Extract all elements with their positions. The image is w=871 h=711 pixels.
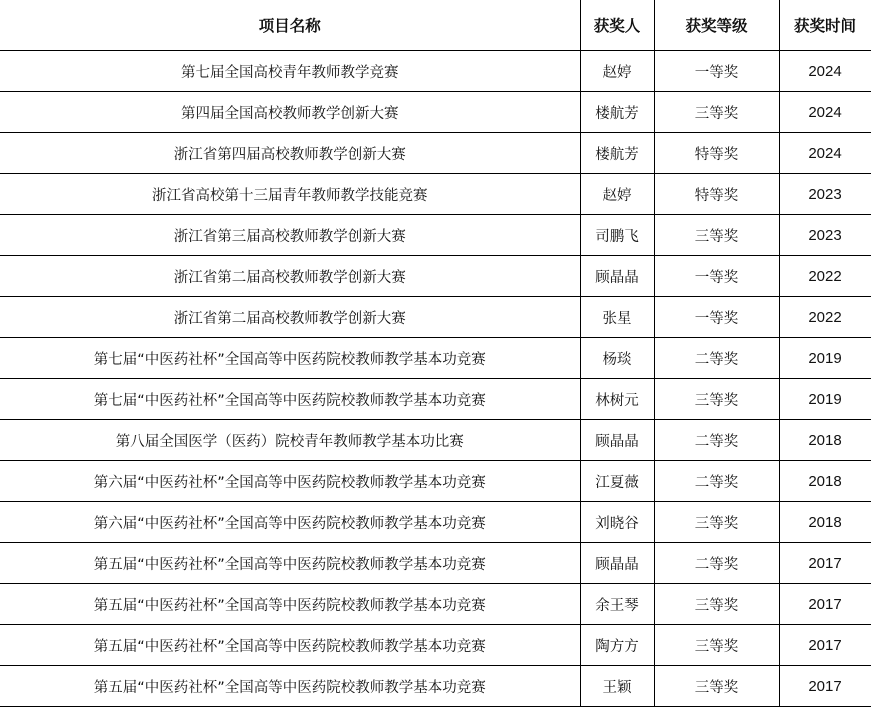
project-name-cell: 浙江省第二届高校教师教学创新大赛 xyxy=(0,256,580,297)
winner-cell: 顾晶晶 xyxy=(580,543,654,584)
table-row xyxy=(0,297,871,338)
project-name-cell: 浙江省第二届高校教师教学创新大赛 xyxy=(0,297,580,338)
award-year-cell: 2017 xyxy=(779,543,871,584)
project-name-cell: 第五届“中医药社杯”全国高等中医药院校教师教学基本功竞赛 xyxy=(0,625,580,666)
award-level-cell: 三等奖 xyxy=(654,92,779,133)
table-row xyxy=(0,338,871,379)
award-year-cell: 2023 xyxy=(779,174,871,215)
award-level-cell: 特等奖 xyxy=(654,174,779,215)
award-level-cell: 二等奖 xyxy=(654,461,779,502)
winner-cell: 林树元 xyxy=(580,379,654,420)
table-row xyxy=(0,256,871,297)
table-row xyxy=(0,379,871,420)
award-level-cell: 三等奖 xyxy=(654,625,779,666)
award-level-cell: 一等奖 xyxy=(654,51,779,92)
award-year-cell: 2024 xyxy=(779,51,871,92)
project-name-cell: 第四届全国高校教师教学创新大赛 xyxy=(0,92,580,133)
table-row xyxy=(0,543,871,584)
award-level-cell: 三等奖 xyxy=(654,666,779,707)
winner-cell: 江夏薇 xyxy=(580,461,654,502)
table-row xyxy=(0,502,871,543)
project-name-cell: 第七届“中医药社杯”全国高等中医药院校教师教学基本功竞赛 xyxy=(0,379,580,420)
award-level-cell: 一等奖 xyxy=(654,297,779,338)
project-name-cell: 第六届“中医药社杯”全国高等中医药院校教师教学基本功竞赛 xyxy=(0,461,580,502)
award-level-cell: 三等奖 xyxy=(654,379,779,420)
award-year-cell: 2024 xyxy=(779,133,871,174)
project-name-cell: 第六届“中医药社杯”全国高等中医药院校教师教学基本功竞赛 xyxy=(0,502,580,543)
project-name-cell: 第七届“中医药社杯”全国高等中医药院校教师教学基本功竞赛 xyxy=(0,338,580,379)
winner-cell: 赵婷 xyxy=(580,51,654,92)
winner-cell: 司鹏飞 xyxy=(580,215,654,256)
winner-cell: 顾晶晶 xyxy=(580,420,654,461)
project-name-cell: 浙江省第三届高校教师教学创新大赛 xyxy=(0,215,580,256)
award-level-cell: 二等奖 xyxy=(654,420,779,461)
winner-cell: 王颖 xyxy=(580,666,654,707)
award-year-cell: 2018 xyxy=(779,420,871,461)
award-year-cell: 2024 xyxy=(779,92,871,133)
project-name-cell: 第五届“中医药社杯”全国高等中医药院校教师教学基本功竞赛 xyxy=(0,584,580,625)
award-year-cell: 2019 xyxy=(779,379,871,420)
award-year-cell: 2017 xyxy=(779,584,871,625)
column-header-year: 获奖时间 xyxy=(779,0,871,51)
award-year-cell: 2022 xyxy=(779,256,871,297)
winner-cell: 楼航芳 xyxy=(580,133,654,174)
winner-cell: 余王琴 xyxy=(580,584,654,625)
table-row xyxy=(0,625,871,666)
column-header-winner: 获奖人 xyxy=(580,0,654,51)
project-name-cell: 第五届“中医药社杯”全国高等中医药院校教师教学基本功竞赛 xyxy=(0,666,580,707)
project-name-cell: 浙江省第四届高校教师教学创新大赛 xyxy=(0,133,580,174)
award-level-cell: 一等奖 xyxy=(654,256,779,297)
award-level-cell: 特等奖 xyxy=(654,133,779,174)
award-level-cell: 三等奖 xyxy=(654,502,779,543)
table-row xyxy=(0,666,871,707)
award-level-cell: 二等奖 xyxy=(654,338,779,379)
table-row xyxy=(0,174,871,215)
award-year-cell: 2018 xyxy=(779,502,871,543)
award-year-cell: 2023 xyxy=(779,215,871,256)
award-year-cell: 2022 xyxy=(779,297,871,338)
award-level-cell: 三等奖 xyxy=(654,215,779,256)
table-row xyxy=(0,215,871,256)
winner-cell: 张星 xyxy=(580,297,654,338)
table-row xyxy=(0,584,871,625)
project-name-cell: 浙江省高校第十三届青年教师教学技能竞赛 xyxy=(0,174,580,215)
award-year-cell: 2018 xyxy=(779,461,871,502)
winner-cell: 赵婷 xyxy=(580,174,654,215)
project-name-cell: 第七届全国高校青年教师教学竞赛 xyxy=(0,51,580,92)
award-year-cell: 2017 xyxy=(779,666,871,707)
table-row xyxy=(0,92,871,133)
award-year-cell: 2017 xyxy=(779,625,871,666)
project-name-cell: 第五届“中医药社杯”全国高等中医药院校教师教学基本功竞赛 xyxy=(0,543,580,584)
column-header-level: 获奖等级 xyxy=(654,0,779,51)
winner-cell: 顾晶晶 xyxy=(580,256,654,297)
table-row xyxy=(0,51,871,92)
award-level-cell: 三等奖 xyxy=(654,584,779,625)
winner-cell: 楼航芳 xyxy=(580,92,654,133)
table-row xyxy=(0,133,871,174)
project-name-cell: 第八届全国医学（医药）院校青年教师教学基本功比赛 xyxy=(0,420,580,461)
table-header-row xyxy=(0,0,871,51)
winner-cell: 杨琰 xyxy=(580,338,654,379)
winner-cell: 陶方方 xyxy=(580,625,654,666)
winner-cell: 刘晓谷 xyxy=(580,502,654,543)
table-row xyxy=(0,461,871,502)
column-header-project: 项目名称 xyxy=(0,0,580,51)
award-year-cell: 2019 xyxy=(779,338,871,379)
table-row xyxy=(0,420,871,461)
award-level-cell: 二等奖 xyxy=(654,543,779,584)
